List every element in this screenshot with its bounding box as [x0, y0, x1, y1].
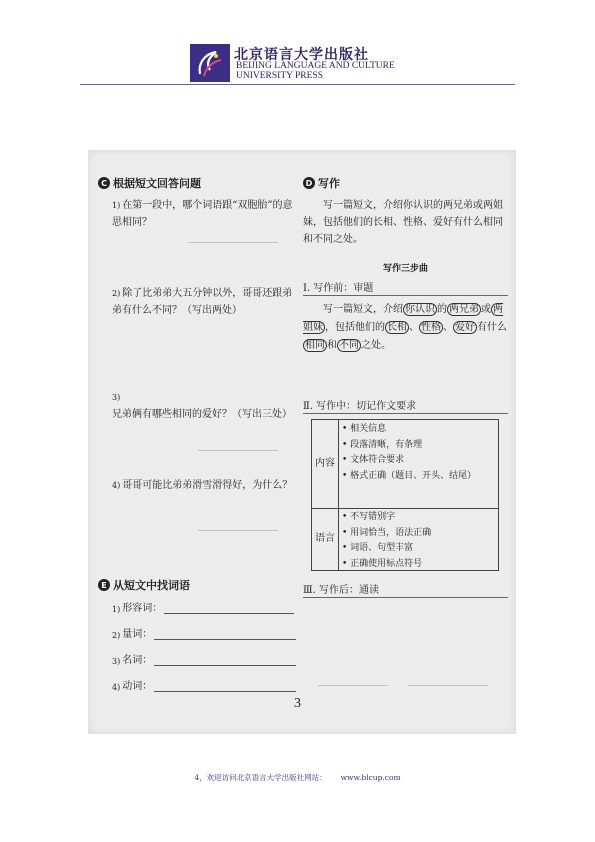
- content-items: • 相关信息 • 段落清晰，有条理 • 文体符合要求 • 格式正确（题目、开头、结尾）: [342, 424, 477, 481]
- writing-prompt: 写一篇短文，介绍你认识的两兄弟或两姐妹，包括他们的长相、性格、爱好有什么相同和不同之处。: [303, 200, 503, 245]
- scanned-page: [88, 150, 516, 734]
- step-2-heading: Ⅱ. 写作中：切记作文要求: [303, 397, 508, 414]
- bleed-mark: [198, 530, 278, 531]
- find-word-row: 1) 形容词：: [112, 599, 294, 614]
- publisher-logo: [190, 44, 230, 82]
- answer-line[interactable]: [154, 679, 296, 692]
- question-3: 3)兄弟俩有哪些相同的爱好？（写出三处）: [112, 393, 292, 420]
- section-badge: C: [98, 177, 110, 189]
- find-word-row: 3) 名词：: [112, 651, 296, 666]
- circled-word: 长相: [387, 322, 407, 333]
- brand-english-line1: BEIJING LANGUAGE AND CULTURE: [236, 61, 395, 71]
- answer-line[interactable]: [164, 601, 294, 614]
- left-column: [98, 175, 298, 692]
- circled-word: 相同: [305, 340, 325, 351]
- find-word-row: 2) 量词：: [112, 625, 296, 640]
- answer-line[interactable]: [154, 653, 296, 666]
- section-title-text: 写作: [318, 177, 340, 190]
- language-items: • 不写错别字 • 用词恰当，语法正确 • 词语、句型丰富 • 正确使用标点符号: [342, 512, 432, 569]
- brand-chinese: 北京语言大学出版社: [234, 47, 369, 63]
- circled-word: 性格: [421, 322, 441, 333]
- section-title-text: 根据短文回答问题: [113, 177, 201, 190]
- requirements-table: [311, 419, 499, 571]
- section-c-title: [98, 175, 298, 191]
- table-divider: [312, 508, 498, 509]
- brand-english-line2: UNIVERSITY PRESS: [236, 71, 324, 81]
- circled-word: 你认识: [405, 304, 435, 315]
- publisher-header: [190, 44, 420, 82]
- section-e-title: [98, 577, 190, 593]
- steps-title: 写作三步曲: [382, 264, 428, 274]
- step-3-heading: Ⅲ. 写作后：通读: [303, 581, 508, 598]
- header-divider: [80, 84, 515, 85]
- content-label: 内容: [312, 420, 339, 508]
- section-d-title: [303, 175, 508, 191]
- logo-swirl-icon: [194, 48, 224, 78]
- circled-word: 不同: [339, 340, 359, 351]
- page-number: 3: [294, 696, 301, 711]
- section-title-text: 从短文中找词语: [113, 579, 190, 592]
- section-badge: D: [303, 177, 315, 189]
- circled-word: 两兄弟: [449, 304, 479, 315]
- footer-text: 4，欢迎访问北京语言大学出版社网站：: [194, 773, 327, 782]
- annotated-prompt: 写一篇短文，介绍 你认识 的 两兄弟 或 两姐妹 ，包括他们的 长相 、 性格 、 爱好 有什么相同 和 不同 之处。: [303, 304, 507, 351]
- bleed-mark: [198, 450, 278, 451]
- footer: [0, 772, 595, 783]
- footer-link[interactable]: www.blcup.com: [340, 773, 401, 782]
- bleed-mark: [408, 685, 488, 686]
- find-word-row: 4) 动词：: [112, 677, 296, 692]
- section-badge: E: [98, 579, 110, 591]
- right-column: [303, 175, 508, 596]
- circled-word: 爱好: [455, 322, 475, 333]
- step-1-heading: Ⅰ. 写作前：审题: [303, 279, 508, 296]
- language-label: 语言: [312, 508, 339, 570]
- question-1: 1) 在第一段中，哪个词语跟“双胞胎”的意思相同？: [112, 200, 293, 228]
- question-4: 4) 哥哥可能比弟弟滑雪滑得好，为什么？: [112, 480, 293, 491]
- question-2: 2) 除了比弟弟大五分钟以外，哥哥还跟弟弟有什么不同？（写出两处）: [112, 288, 293, 316]
- bleed-mark: [188, 242, 278, 243]
- circled-word: 两姐妹: [303, 304, 503, 333]
- answer-line[interactable]: [154, 627, 296, 640]
- bleed-mark: [318, 685, 388, 686]
